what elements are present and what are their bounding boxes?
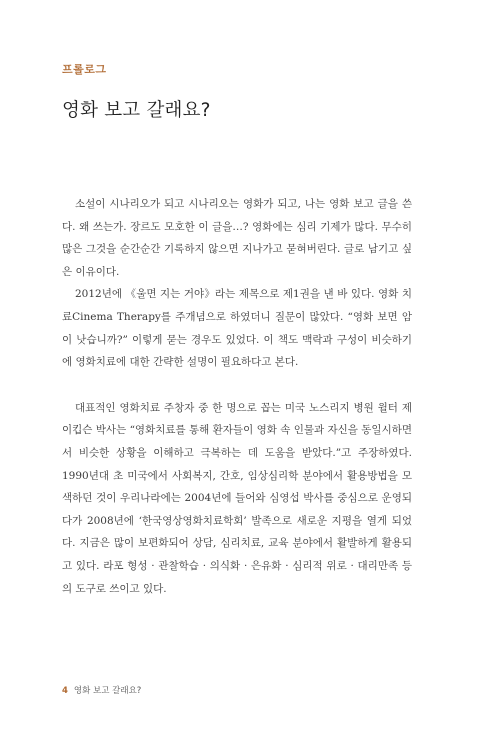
running-title: 영화 보고 갈래요? [73,686,142,696]
paragraph-2: 2012년에 《울면 지는 거야》라는 제목으로 제1권을 낸 바 있다. 영화 치료Cinema Therapy를 주개념으로 하였더니 질문이 많았다. “영화 보면 암이 낫습니까?” 이렇게 묻는 경우도 있었다. 이 책도 맥락과 구성이 비슷하기에 영화치료에 대한 간략한 설명이 필요하다고 본다. [62,288,412,369]
page-footer [62,684,141,696]
paragraph-gap [62,374,412,397]
page-number: 4 [62,686,68,696]
body-text [62,193,412,600]
chapter-title: 영화 보고 갈래요? [62,100,211,121]
section-label: 프롤로그 [62,63,107,76]
paragraph-3: 대표적인 영화치료 주창자 중 한 명으로 꼽는 미국 노스리지 병원 윌터 제이킵슨 박사는 “영화치료를 통해 환자들이 영화 속 인물과 자신을 동일시하면서 비슷한 상황을 이해하고 극복하는 데 도움을 받았다.”고 주장하였다. 1990년대 초 미국에서 사회복지, 간호, 임상심리학 분야에서 활용방법을 모색하던 것이 우리나라에는 2004년에 들어와 심영섭 박사를 중심으로 운영되다가 2008년에 ‘한국영상영화치료학회’ 발족으로 새로운 지평을 열게 되었다. 지금은 많이 보편화되어 상담, 심리치료, 교육 분야에서 활발하게 활용되고 있다. 라포 형성 · 관찰학습 · 의식화 · 은유화 · 심리적 위로 · 대리만족 등의 도구로 쓰이고 있다. [62,401,412,595]
paragraph-1: 소설이 시나리오가 되고 시나리오는 영화가 되고, 나는 영화 보고 글을 쓴다. 왜 쓰는가. 장르도 모호한 이 글을…? 영화에는 심리 기제가 많다. 무수히 많은 그것을 순간순간 기록하지 않으면 지나가고 묻혀버린다. 글로 남기고 싶은 이유이다. [62,198,412,278]
